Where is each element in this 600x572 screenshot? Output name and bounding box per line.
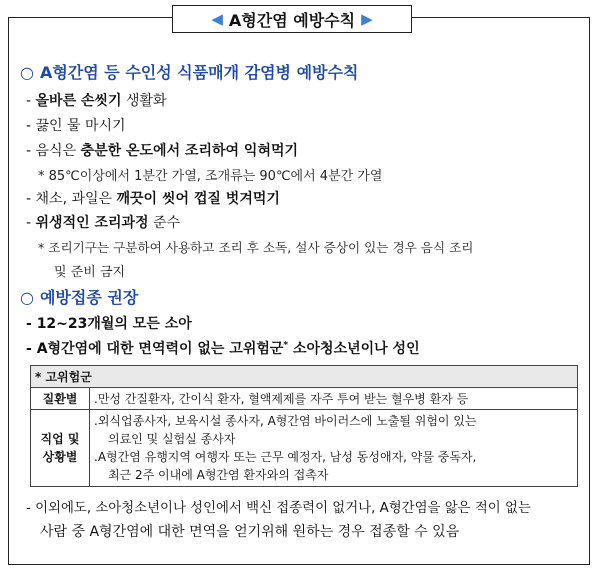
page-title: A형간염 예방수칙 (228, 10, 356, 30)
table-cell: .외식업종사자, 보육시설 종사자, A형간염 바이러스에 노출될 위험이 있는 의료인 및 실험실 종사자 .A형간염 유행지역 여행자 또는 근무 예정자, 남성 동성애자, 약물 중독자, 최근 2주 이내에 A형간염 환자와의 접촉자 (90, 410, 578, 487)
list-item: - 채소, 과일은 깨끗이 씻어 껍질 벗겨먹기 (26, 191, 280, 207)
section2-heading: ○ 예방접종 권장 (20, 288, 139, 307)
list-item: - A형간염에 대한 면역력이 없는 고위험군* 소아청소년이나 성인 (26, 340, 420, 357)
note: 및 준비 금지 (54, 265, 126, 280)
title-box (172, 5, 412, 33)
section1-heading: ○ A형간염 등 수인성 식품매개 감염병 예방수칙 (20, 63, 359, 82)
list-item: - 음식은 충분한 온도에서 조리하여 익혀먹기 (26, 143, 299, 159)
category-cell: 직업 및 상황별 (31, 410, 90, 487)
list-item: - 12~23개월의 모든 소아 (26, 316, 192, 332)
triangle-right-icon: ▶ (361, 10, 373, 28)
note: * 85℃이상에서 1분간 가열, 조개류는 90℃에서 4분간 가열 (38, 169, 383, 184)
table-header: * 고위험군 (31, 366, 578, 388)
note: * 조리기구는 구분하여 사용하고 조리 후 소독, 설사 증상이 있는 경우 음식 조리 (38, 240, 474, 255)
list-item: - 이외에도, 소아청소년이나 성인에서 백신 접종력이 없거나, A형간염을 앓은 적이 없는 (26, 501, 531, 516)
table-row (31, 388, 578, 410)
category-cell: 질환별 (31, 388, 90, 410)
table-row (31, 410, 578, 487)
table-cell: .만성 간질환자, 간이식 환자, 혈액제제를 자주 투여 받는 혈우병 환자 등 (90, 388, 578, 410)
list-item: - 올바른 손씻기 생활화 (26, 93, 167, 109)
circle-bullet-icon: ○ (20, 63, 34, 82)
list-item: - 끓인 물 마시기 (26, 118, 126, 134)
circle-bullet-icon: ○ (20, 288, 34, 307)
list-item: - 위생적인 조리과정 준수 (26, 215, 181, 231)
triangle-left-icon: ◀ (211, 10, 223, 28)
table-row (31, 366, 578, 388)
high-risk-table (30, 365, 578, 487)
list-item-continuation: 사람 중 A형간염에 대한 면역을 얻기위해 원하는 경우 접종할 수 있음 (40, 524, 460, 540)
